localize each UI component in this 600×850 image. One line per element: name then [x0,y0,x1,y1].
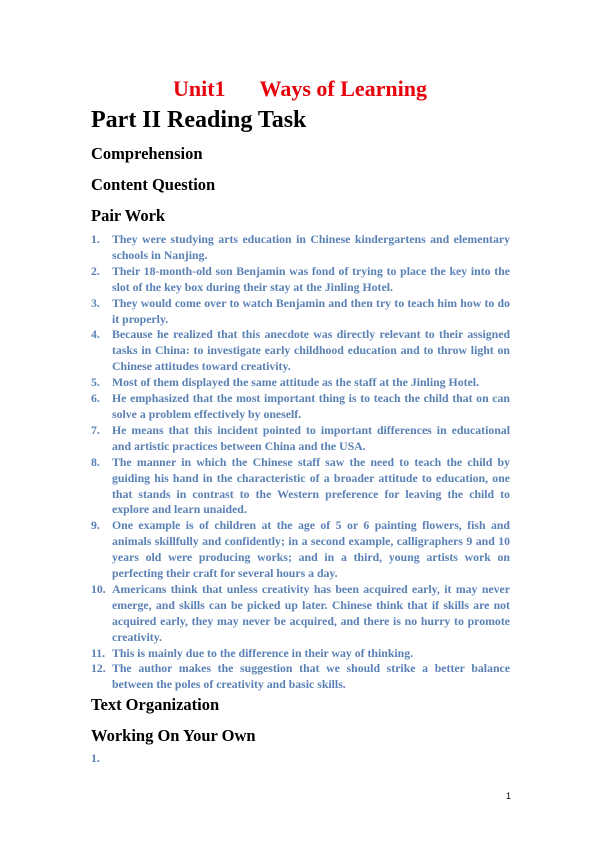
answer-text: This is mainly due to the difference in their way of thinking. [112,645,414,660]
answer-text: They were studying arts education in Chinese kindergartens and elementary schools in Nanjing. [112,232,510,262]
answer-text: Because he realized that this anecdote was directly relevant to their assigned tasks in China: to investigate early childhood education and to throw light on Chinese attitudes toward creativity. [112,327,510,374]
answer-number: 2. [91,263,100,278]
answer-item [91,423,510,455]
answer-item [91,661,510,693]
heading-comprehension: Comprehension [91,144,203,163]
answer-text: The author makes the suggestion that we should strike a better balance between the poles of creativity and basic skills. [112,661,510,692]
answer-text: Most of them displayed the same attitude as the staff at the Jinling Hotel. [112,375,479,390]
answer-text: Their 18-month-old son Benjamin was fond of trying to place the key into the slot of the key box during their stay at the Jinling Hotel. [112,263,510,294]
answer-number: 3. [91,295,100,310]
answer-item [91,264,510,296]
answer-list [91,232,510,693]
unit-subtitle: Ways of Learning [259,76,428,101]
answer-text: One example is of children at the age of 5 or 6 painting flowers, fish and animals skillfully and confidently; in a second example, calligraphers 9 and 10 years old were producing works; and in a third, young artists work on perfecting their craft for several hours a day. [112,518,510,581]
answer-item [91,518,510,582]
answer-item [91,582,510,646]
working-item-number: 1. [91,751,100,765]
answer-number: 9. [91,518,100,533]
answer-number: 5. [91,375,100,390]
unit-label: Unit1 [172,76,226,101]
answer-number: 11. [91,645,106,660]
answer-number: 12. [91,661,106,676]
heading-working-on-your-own: Working On Your Own [91,726,256,745]
heading-text-organization: Text Organization [91,695,220,714]
page-number: 1 [506,791,512,801]
answer-item [91,375,510,391]
answer-item [91,646,510,662]
answer-number: 4. [91,327,100,342]
answer-item [91,391,510,423]
heading-pair-work: Pair Work [91,206,166,225]
answer-number: 1. [91,232,100,246]
answer-text: He emphasized that the most important thing is to teach the child that on can solve a problem effectively by oneself. [112,391,510,421]
answer-text: They would come over to watch Benjamin and then try to teach him how to do it properly. [112,295,510,326]
part-title: Part II Reading Task [91,107,307,133]
answer-number: 10. [91,581,106,596]
answer-number: 8. [91,454,100,469]
answer-text: He means that this incident pointed to important differences in educational and artistic practices between China and the USA. [112,422,510,453]
answer-item [91,296,510,328]
answer-text: Americans think that unless creativity has been acquired early, it may never emerge, and skills can be picked up later. Chinese think that if skills are not acquired early, they may never be acquired, and there is no hurry to promote creativity. [112,581,510,644]
answer-item [91,455,510,519]
answer-number: 7. [91,422,100,437]
answer-number: 6. [91,391,100,406]
heading-content-question: Content Question [91,175,216,194]
unit-title [0,76,600,102]
answer-text: The manner in which the Chinese staff saw the need to teach the child by guiding his hand in the characteristic of a broader attitude to education, one that stands in contrast to the Western preference for leaving the child to explore and learn unaided. [112,454,510,517]
answer-item [91,327,510,375]
answer-item [91,232,510,264]
